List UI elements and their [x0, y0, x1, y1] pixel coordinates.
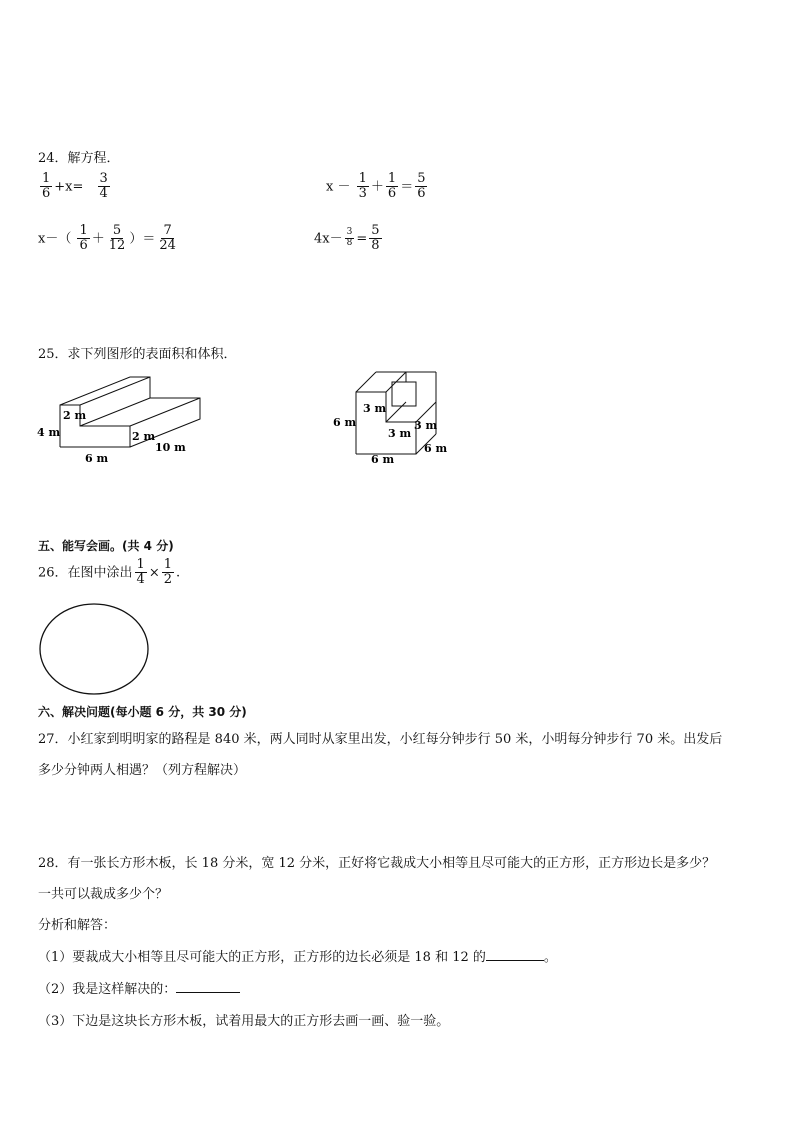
fraction: $\frac{3}{8}$	[346, 227, 353, 249]
fig2-label-width: 6 m	[371, 453, 395, 466]
fraction: $\frac{1}{3}$	[358, 171, 367, 202]
stair-prism-figure	[30, 370, 220, 470]
q24-equation-2: x － $\frac{1}{3}$ ＋ $\frac{1}{6}$ ＝ $\frac{5}{6}$	[326, 171, 426, 202]
fig2-label-notch-depth: 3 m	[414, 419, 438, 432]
fig1-label-length: 10 m	[155, 441, 186, 454]
fraction: $\frac{1}{6}$	[42, 171, 51, 202]
q28-line-2: 一共可以裁成多少个？	[38, 887, 169, 902]
fraction: $\frac{1}{6}$	[79, 223, 88, 254]
fraction: $\frac{5}{6}$	[417, 171, 426, 202]
cube-with-notch-figure	[326, 364, 456, 468]
answer-blank[interactable]	[176, 992, 240, 993]
fraction: $\frac{1}{4}$	[136, 557, 145, 588]
fraction: $\frac{3}{4}$	[99, 171, 108, 202]
fraction: $\frac{5}{12}$	[108, 223, 126, 254]
section-5-heading: 五、能写会画。(共 4 分)	[38, 539, 174, 553]
fraction: $\frac{7}{24}$	[159, 223, 176, 254]
fig1-label-width: 6 m	[85, 452, 109, 465]
q24-equation-3: x－（ $\frac{1}{6}$ ＋ $\frac{5}{12}$ ）＝ $\frac{7}{24}$	[38, 223, 176, 254]
fig1-label-top-step: 2 m	[63, 409, 87, 422]
section-6-heading: 六、解决问题(每小题 6 分，共 30 分)	[38, 705, 247, 719]
circle-figure	[38, 602, 152, 698]
fig2-label-depth: 6 m	[424, 442, 448, 455]
q24-equation-4: 4x－ $\frac{3}{8}$ = $\frac{5}{8}$	[314, 223, 380, 254]
fraction: $\frac{1}{2}$	[163, 557, 173, 588]
q27-line-1: 27．小红家到明明家的路程是 840 米，两人同时从家里出发，小红每分钟步行 50 米，小明每分钟步行 70 米。出发后	[38, 732, 723, 747]
fig2-label-notch-height: 3 m	[363, 402, 387, 415]
q25-title: 25．求下列图形的表面积和体积．	[38, 347, 237, 362]
q24-title: 24．解方程．	[38, 151, 120, 166]
q28-part-1: （1）要裁成大小相等且尽可能大的正方形，正方形的边长必须是 18 和 12 的 。	[38, 950, 557, 965]
q24-equation-1: $\frac{1}{6}$ +x= $\frac{3}{4}$	[42, 171, 108, 202]
q28-part-2: （2）我是这样解决的：	[38, 978, 240, 997]
fraction: $\frac{5}{8}$	[371, 223, 380, 254]
q28-analysis-label: 分析和解答：	[38, 918, 117, 933]
fig2-label-notch-width: 3 m	[388, 427, 412, 440]
fig1-label-height: 4 m	[37, 426, 61, 439]
fraction: $\frac{1}{6}$	[387, 171, 397, 202]
q28-part-3: （3）下边是这块长方形木板，试着用最大的正方形去画一画、验一验。	[38, 1014, 450, 1029]
fig2-label-height: 6 m	[333, 416, 357, 429]
fig1-label-low-step: 2 m	[132, 430, 156, 443]
q27-line-2: 多少分钟两人相遇？（列方程解决）	[38, 763, 247, 778]
q28-line-1: 28．有一张长方形木板，长 18 分米，宽 12 分米，正好将它裁成大小相等且尽可能大的正方形，正方形边长是多少？	[38, 856, 716, 871]
q26-text: 26．在图中涂出 $\frac{1}{4}$ × $\frac{1}{2}$ .	[38, 557, 181, 588]
answer-blank[interactable]	[486, 960, 544, 961]
